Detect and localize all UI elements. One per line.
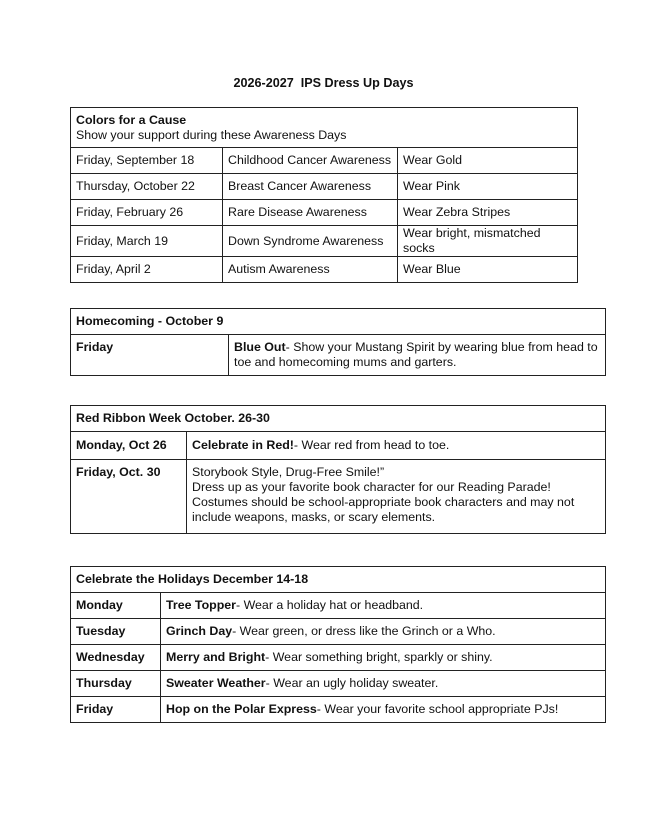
description-cell — [161, 619, 606, 645]
description-cell — [229, 335, 606, 376]
theme-name: Sweater Weather — [166, 676, 266, 690]
table-header-row — [71, 567, 606, 593]
section-heading: Red Ribbon Week October. 26-30 — [71, 406, 606, 432]
date-cell: Thursday, October 22 — [71, 174, 223, 200]
description-cell — [161, 697, 606, 723]
day-cell: Friday — [71, 335, 229, 376]
table-row — [71, 619, 606, 645]
section-subheading: Show your support during these Awareness Days — [76, 127, 347, 142]
section-heading: Celebrate the Holidays December 14-18 — [71, 567, 606, 593]
wear-cell: Wear Blue — [398, 257, 578, 283]
red-ribbon-week-table — [70, 405, 606, 534]
theme-name: Hop on the Polar Express — [166, 702, 317, 716]
theme-description: - Wear a holiday hat or headband. — [236, 598, 424, 612]
cause-cell: Down Syndrome Awareness — [223, 226, 398, 257]
section-heading: Colors for a Cause — [76, 112, 187, 127]
description-cell — [161, 671, 606, 697]
description-cell — [187, 460, 606, 534]
table-header-row — [71, 108, 578, 148]
theme-description: - Wear something bright, sparkly or shiny. — [265, 650, 493, 664]
table-row — [71, 200, 578, 226]
theme-description: Dress up as your favorite book character for our Reading Parade! Costumes should be school-appropriate book characters and may not include weapons, masks, or scary elements. — [192, 480, 575, 524]
theme-description: - Show your Mustang Spirit by wearing blue from head to toe and homecoming mums and garters. — [234, 340, 598, 369]
table-row — [71, 257, 578, 283]
description-cell — [161, 645, 606, 671]
table-header-row — [71, 309, 606, 335]
table-row — [71, 593, 606, 619]
wear-cell: Wear Zebra Stripes — [398, 200, 578, 226]
theme-description: - Wear green, or dress like the Grinch or a Who. — [232, 624, 496, 638]
theme-description: - Wear an ugly holiday sweater. — [265, 676, 439, 690]
cause-cell: Rare Disease Awareness — [223, 200, 398, 226]
day-cell: Tuesday — [71, 619, 161, 645]
table-row — [71, 697, 606, 723]
page-title: 2026-2027 IPS Dress Up Days — [233, 76, 414, 90]
theme-description: - Wear your favorite school appropriate PJs! — [316, 702, 559, 716]
holidays-table — [70, 566, 606, 723]
section-header — [71, 108, 578, 148]
day-cell: Wednesday — [71, 645, 161, 671]
colors-for-a-cause-table — [70, 107, 578, 283]
table-row — [71, 148, 578, 174]
date-cell: Friday, February 26 — [71, 200, 223, 226]
day-cell: Friday, Oct. 30 — [71, 460, 187, 534]
date-cell: Friday, April 2 — [71, 257, 223, 283]
description-cell — [187, 432, 606, 460]
section-heading: Homecoming - October 9 — [71, 309, 606, 335]
table-row — [71, 226, 578, 257]
wear-cell: Wear bright, mismatched socks — [398, 226, 578, 257]
wear-cell: Wear Pink — [398, 174, 578, 200]
day-cell: Thursday — [71, 671, 161, 697]
table-header-row — [71, 406, 606, 432]
theme-name: Celebrate in Red! — [192, 438, 294, 452]
theme-name: Storybook Style, Drug-Free Smile!” — [192, 465, 385, 479]
cause-cell: Breast Cancer Awareness — [223, 174, 398, 200]
theme-name: Merry and Bright — [166, 650, 266, 664]
cause-cell: Autism Awareness — [223, 257, 398, 283]
table-row — [71, 335, 606, 376]
date-cell: Friday, September 18 — [71, 148, 223, 174]
table-row — [71, 671, 606, 697]
day-cell: Friday — [71, 697, 161, 723]
homecoming-table — [70, 308, 606, 376]
theme-description: - Wear red from head to toe. — [293, 438, 450, 452]
table-row — [71, 645, 606, 671]
day-cell: Monday — [71, 593, 161, 619]
date-cell: Friday, March 19 — [71, 226, 223, 257]
theme-name: Tree Topper — [166, 598, 236, 612]
table-row — [71, 174, 578, 200]
description-cell — [161, 593, 606, 619]
day-cell: Monday, Oct 26 — [71, 432, 187, 460]
cause-cell: Childhood Cancer Awareness — [223, 148, 398, 174]
wear-cell: Wear Gold — [398, 148, 578, 174]
table-row — [71, 460, 606, 534]
theme-name: Blue Out — [234, 340, 286, 354]
table-row — [71, 432, 606, 460]
theme-name: Grinch Day — [166, 624, 233, 638]
